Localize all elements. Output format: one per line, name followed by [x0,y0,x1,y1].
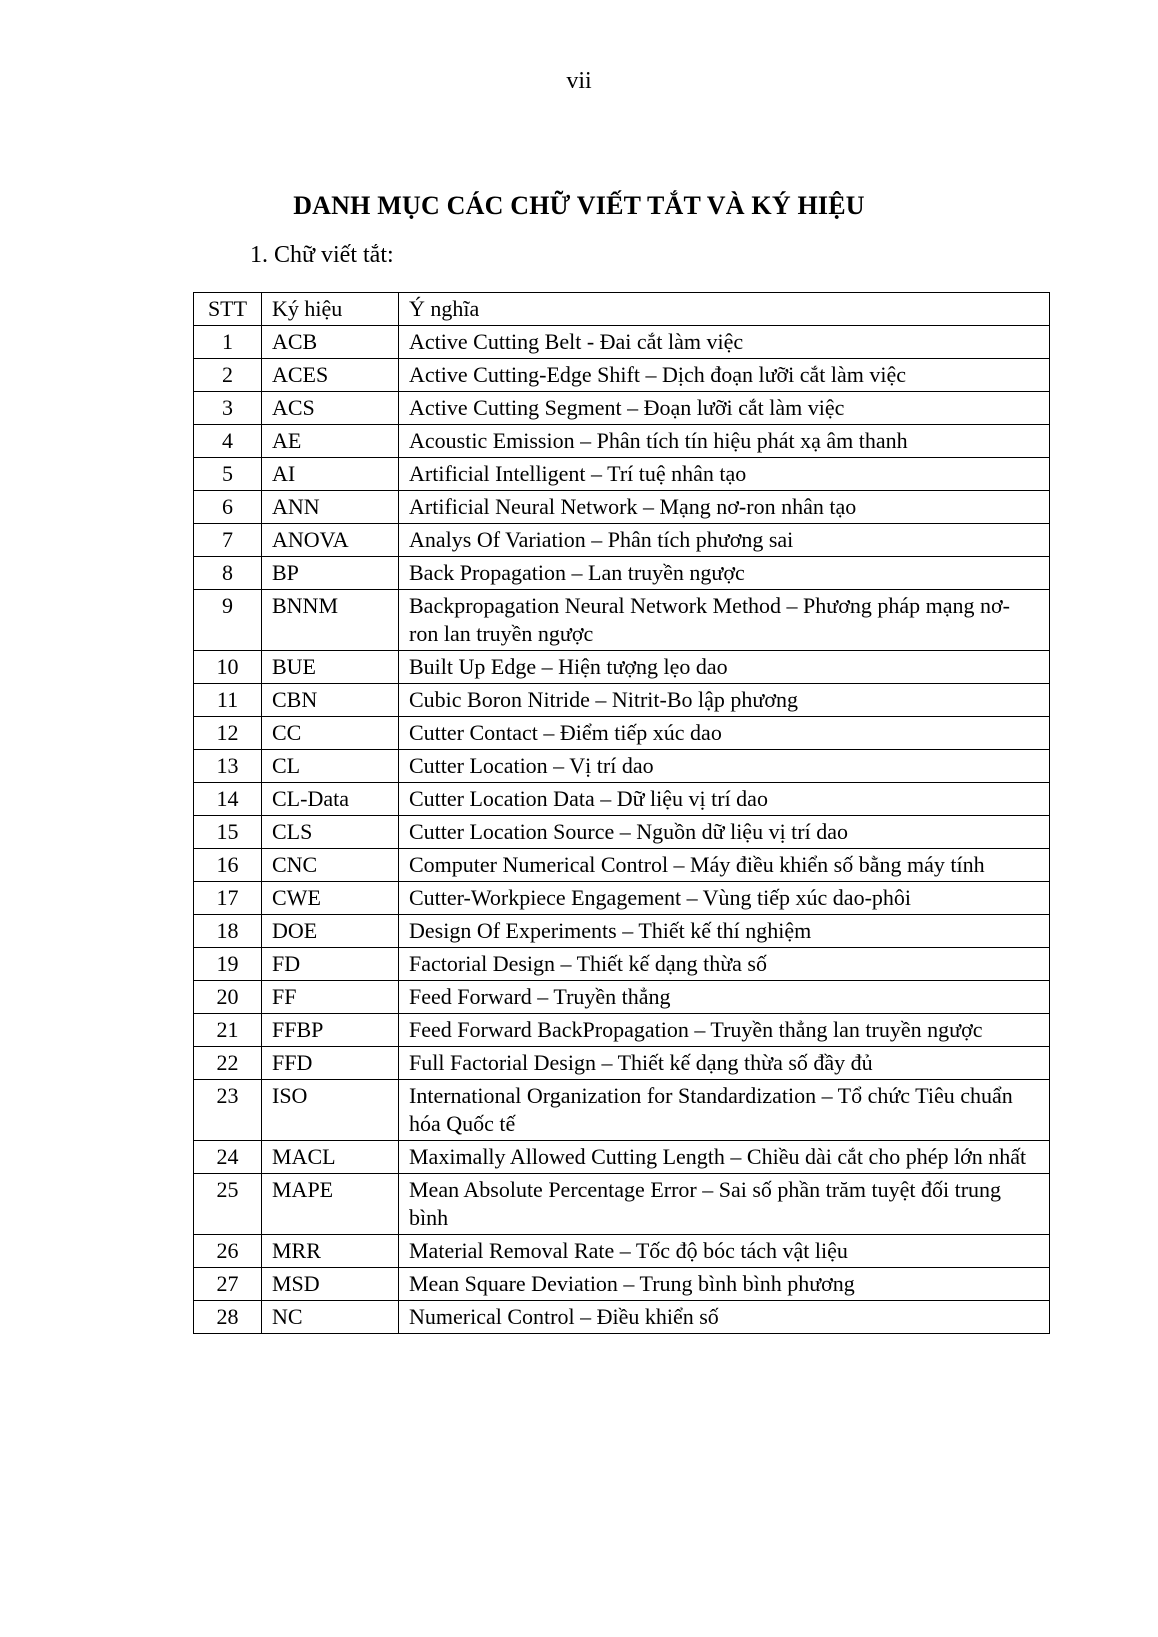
row-symbol: ANOVA [262,524,399,557]
row-meaning: Cutter-Workpiece Engagement – Vùng tiếp xúc dao-phôi [399,882,1050,915]
row-stt: 22 [194,1047,262,1080]
row-stt: 26 [194,1235,262,1268]
row-symbol: CC [262,717,399,750]
row-meaning: Feed Forward – Truyền thẳng [399,981,1050,1014]
row-meaning: Active Cutting Segment – Đoạn lưỡi cắt làm việc [399,392,1050,425]
table-row [194,359,1050,392]
row-stt: 25 [194,1174,262,1235]
header-symbol: Ký hiệu [262,293,399,326]
row-stt: 10 [194,651,262,684]
row-symbol: MRR [262,1235,399,1268]
row-stt: 3 [194,392,262,425]
row-symbol: CL [262,750,399,783]
table-row [194,816,1050,849]
table-row [194,915,1050,948]
row-meaning: Numerical Control – Điều khiển số [399,1301,1050,1334]
row-meaning: Maximally Allowed Cutting Length – Chiều dài cắt cho phép lớn nhất [399,1141,1050,1174]
row-stt: 28 [194,1301,262,1334]
row-stt: 14 [194,783,262,816]
row-stt: 2 [194,359,262,392]
row-meaning: Mean Absolute Percentage Error – Sai số phần trăm tuyệt đối trung bình [399,1174,1050,1235]
table-row [194,1080,1050,1141]
row-stt: 17 [194,882,262,915]
row-stt: 20 [194,981,262,1014]
row-stt: 16 [194,849,262,882]
row-symbol: CL-Data [262,783,399,816]
row-symbol: BUE [262,651,399,684]
row-meaning: Artificial Neural Network – Mạng nơ-ron nhân tạo [399,491,1050,524]
table-row [194,1014,1050,1047]
row-stt: 21 [194,1014,262,1047]
row-symbol: ACES [262,359,399,392]
row-stt: 15 [194,816,262,849]
table-row [194,882,1050,915]
page-number: vii [566,68,592,94]
row-stt: 19 [194,948,262,981]
row-symbol: FF [262,981,399,1014]
row-symbol: CNC [262,849,399,882]
section-heading: 1. Chữ viết tắt: [250,242,394,268]
page-title: DANH MỤC CÁC CHỮ VIẾT TẮT VÀ KÝ HIỆU [293,191,865,220]
row-symbol: FFD [262,1047,399,1080]
row-symbol: AE [262,425,399,458]
row-meaning: Built Up Edge – Hiện tượng lẹo dao [399,651,1050,684]
row-symbol: ISO [262,1080,399,1141]
row-symbol: ANN [262,491,399,524]
row-stt: 13 [194,750,262,783]
row-symbol: BP [262,557,399,590]
row-stt: 1 [194,326,262,359]
table-row [194,1301,1050,1334]
table-row [194,392,1050,425]
row-symbol: MSD [262,1268,399,1301]
row-meaning: Active Cutting-Edge Shift – Dịch đoạn lưỡi cắt làm việc [399,359,1050,392]
row-meaning: Cubic Boron Nitride – Nitrit-Bo lập phương [399,684,1050,717]
row-stt: 27 [194,1268,262,1301]
header-meaning: Ý nghĩa [399,293,1050,326]
table-row [194,948,1050,981]
row-symbol: NC [262,1301,399,1334]
row-meaning: Active Cutting Belt - Đai cắt làm việc [399,326,1050,359]
table-row [194,750,1050,783]
row-meaning: Full Factorial Design – Thiết kế dạng thừa số đầy đủ [399,1047,1050,1080]
row-meaning: Feed Forward BackPropagation – Truyền thẳng lan truyền ngược [399,1014,1050,1047]
row-meaning: Cutter Location Source – Nguồn dữ liệu vị trí dao [399,816,1050,849]
row-meaning: Analys Of Variation – Phân tích phương sai [399,524,1050,557]
table-row [194,981,1050,1014]
row-stt: 18 [194,915,262,948]
table-row [194,717,1050,750]
table-row [194,651,1050,684]
table-row [194,458,1050,491]
row-meaning: Design Of Experiments – Thiết kế thí nghiệm [399,915,1050,948]
row-meaning: Cutter Contact – Điểm tiếp xúc dao [399,717,1050,750]
row-meaning: Acoustic Emission – Phân tích tín hiệu phát xạ âm thanh [399,425,1050,458]
row-symbol: CLS [262,816,399,849]
row-stt: 6 [194,491,262,524]
row-symbol: BNNM [262,590,399,651]
row-stt: 7 [194,524,262,557]
row-stt: 23 [194,1080,262,1141]
row-symbol: AI [262,458,399,491]
table-row [194,425,1050,458]
row-meaning: Back Propagation – Lan truyền ngược [399,557,1050,590]
row-stt: 4 [194,425,262,458]
row-symbol: FFBP [262,1014,399,1047]
row-symbol: MACL [262,1141,399,1174]
row-stt: 8 [194,557,262,590]
table-header-row [194,293,1050,326]
row-stt: 12 [194,717,262,750]
table-body [194,326,1050,1334]
row-meaning: Mean Square Deviation – Trung bình bình phương [399,1268,1050,1301]
table-row [194,1141,1050,1174]
table-row [194,590,1050,651]
row-symbol: CWE [262,882,399,915]
row-meaning: Computer Numerical Control – Máy điều khiển số bằng máy tính [399,849,1050,882]
row-stt: 9 [194,590,262,651]
row-symbol: ACS [262,392,399,425]
table-row [194,524,1050,557]
table-row [194,783,1050,816]
row-symbol: FD [262,948,399,981]
row-meaning: Material Removal Rate – Tốc độ bóc tách vật liệu [399,1235,1050,1268]
table-row [194,1235,1050,1268]
table-row [194,557,1050,590]
row-meaning: Backpropagation Neural Network Method – Phương pháp mạng nơ-ron lan truyền ngược [399,590,1050,651]
row-meaning: Factorial Design – Thiết kế dạng thừa số [399,948,1050,981]
row-symbol: MAPE [262,1174,399,1235]
row-meaning: Cutter Location – Vị trí dao [399,750,1050,783]
row-symbol: CBN [262,684,399,717]
row-symbol: DOE [262,915,399,948]
table-row [194,1174,1050,1235]
row-meaning: Artificial Intelligent – Trí tuệ nhân tạo [399,458,1050,491]
row-stt: 11 [194,684,262,717]
table-row [194,849,1050,882]
abbreviations-table [193,292,1050,1334]
table-row [194,491,1050,524]
row-meaning: Cutter Location Data – Dữ liệu vị trí dao [399,783,1050,816]
table-row [194,1268,1050,1301]
row-stt: 5 [194,458,262,491]
row-meaning: International Organization for Standardization – Tổ chức Tiêu chuẩn hóa Quốc tế [399,1080,1050,1141]
row-stt: 24 [194,1141,262,1174]
row-symbol: ACB [262,326,399,359]
table-row [194,1047,1050,1080]
table-row [194,684,1050,717]
table-row [194,326,1050,359]
header-stt: STT [194,293,262,326]
